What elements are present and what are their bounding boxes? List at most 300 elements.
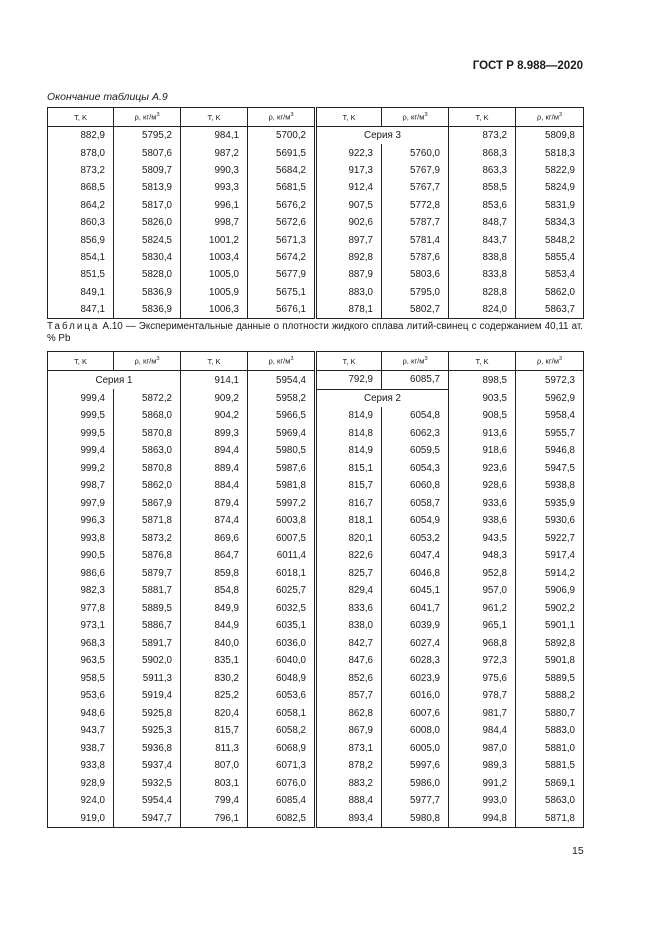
table-cell: 1005,9 <box>181 284 248 301</box>
table-cell: 922,3 <box>316 144 382 161</box>
table-cell: 5676,2 <box>248 197 316 214</box>
table-cell: 6047,4 <box>382 547 449 565</box>
table-row <box>48 197 584 214</box>
unit-exponent: 3 <box>290 112 294 119</box>
table-cell: 853,6 <box>449 197 516 214</box>
table-cell: 5848,2 <box>516 231 584 248</box>
table-row <box>48 162 584 179</box>
table-cell: 5955,7 <box>516 425 584 443</box>
table-cell: 6008,0 <box>382 722 449 740</box>
table-cell: 5871,8 <box>516 810 584 828</box>
column-header <box>248 108 316 127</box>
table-cell: 5889,5 <box>114 600 181 618</box>
table-cell: 933,8 <box>48 757 114 775</box>
table-cell: 5997,6 <box>382 757 449 775</box>
table-cell: 6054,9 <box>382 512 449 530</box>
table-cell: 893,4 <box>316 810 382 828</box>
table-cell: 887,9 <box>316 266 382 283</box>
table-cell: 5911,3 <box>114 670 181 688</box>
table-cell: 5691,5 <box>248 144 316 161</box>
table-cell: 860,3 <box>48 214 114 231</box>
table-cell: 997,9 <box>48 495 114 513</box>
table-cell: 943,5 <box>449 530 516 548</box>
table-cell: 5946,8 <box>516 442 584 460</box>
table-row <box>48 810 584 828</box>
table-cell: 5917,4 <box>516 547 584 565</box>
table-cell: 897,7 <box>316 231 382 248</box>
table-cell: 1003,4 <box>181 249 248 266</box>
table-a9-header <box>48 108 584 127</box>
table-cell: 824,0 <box>449 301 516 319</box>
table-cell: 993,3 <box>181 179 248 196</box>
table-cell: 864,7 <box>181 547 248 565</box>
table-cell: 5824,9 <box>516 179 584 196</box>
table-a9 <box>47 107 584 319</box>
column-header-label: ρ, кг/м <box>268 356 291 366</box>
table-row <box>48 652 584 670</box>
table-cell: 5870,8 <box>114 425 181 443</box>
table-cell: 5787,6 <box>382 249 449 266</box>
table-row <box>48 284 584 301</box>
table-row <box>48 530 584 548</box>
table-cell: 5958,4 <box>516 407 584 425</box>
table-row <box>48 371 584 390</box>
unit-exponent: 3 <box>558 112 563 119</box>
table-a10 <box>47 351 584 828</box>
table-cell: 903,5 <box>449 389 516 407</box>
table-cell: 6018,1 <box>248 565 316 583</box>
table-cell: 6027,4 <box>382 635 449 653</box>
table-cell: 6076,0 <box>248 775 316 793</box>
table-cell: 5881,7 <box>114 582 181 600</box>
table-cell: 5671,3 <box>248 231 316 248</box>
table-cell: 873,1 <box>316 740 382 758</box>
table-a10-caption-text: А.10 — Экспериментальные данные о плотности жидкого сплава литий-свинец с содержанием 40,11 ат. % Pb <box>47 321 583 344</box>
table-cell: 5675,1 <box>248 284 316 301</box>
table-cell: 5824,5 <box>114 231 181 248</box>
table-cell: 822,6 <box>316 547 382 565</box>
table-cell: 5830,4 <box>114 249 181 266</box>
series-label: Серия 3 <box>316 127 449 145</box>
table-cell: 843,7 <box>449 231 516 248</box>
table-cell: 5954,4 <box>248 371 316 390</box>
table-row <box>48 600 584 618</box>
table-cell: 5886,7 <box>114 617 181 635</box>
table-cell: 796,1 <box>181 810 248 828</box>
column-header-label: T, K <box>342 356 356 366</box>
table-cell: 993,8 <box>48 530 114 548</box>
table-cell: 998,7 <box>48 477 114 495</box>
table-cell: 975,6 <box>449 670 516 688</box>
table-row <box>48 757 584 775</box>
table-cell: 938,6 <box>449 512 516 530</box>
table-cell: 840,0 <box>181 635 248 653</box>
table-cell: 889,4 <box>181 460 248 478</box>
table-cell: 990,5 <box>48 547 114 565</box>
table-cell: 5972,3 <box>516 371 584 390</box>
unit-exponent: 3 <box>156 112 160 119</box>
table-cell: 828,8 <box>449 284 516 301</box>
column-header <box>114 352 181 371</box>
table-cell: 878,0 <box>48 144 114 161</box>
table-cell: 851,5 <box>48 266 114 283</box>
table-cell: 6062,3 <box>382 425 449 443</box>
table-cell: 5863,0 <box>114 442 181 460</box>
table-cell: 835,1 <box>181 652 248 670</box>
table-cell: 857,7 <box>316 687 382 705</box>
table-cell: 849,1 <box>48 284 114 301</box>
table-cell: 6025,7 <box>248 582 316 600</box>
table-cell: 914,1 <box>181 371 248 390</box>
table-cell: 5870,8 <box>114 460 181 478</box>
table-cell: 5902,0 <box>114 652 181 670</box>
table-cell: 811,3 <box>181 740 248 758</box>
table-cell: 982,3 <box>48 582 114 600</box>
table-cell: 912,4 <box>316 179 382 196</box>
table-cell: 6046,8 <box>382 565 449 583</box>
table-cell: 961,2 <box>449 600 516 618</box>
column-header-label: T, K <box>342 112 356 122</box>
table-cell: 5700,2 <box>248 127 316 145</box>
table-cell: 894,4 <box>181 442 248 460</box>
table-cell: 5863,7 <box>516 301 584 319</box>
table-cell: 5672,6 <box>248 214 316 231</box>
table-cell: 842,7 <box>316 635 382 653</box>
table-cell: 816,7 <box>316 495 382 513</box>
table-cell: 917,3 <box>316 162 382 179</box>
table-cell: 852,6 <box>316 670 382 688</box>
table-cell: 879,4 <box>181 495 248 513</box>
column-header-label: ρ, кг/м <box>536 356 559 366</box>
table-cell: 5795,0 <box>382 284 449 301</box>
table-cell: 5836,9 <box>114 284 181 301</box>
table-cell: 5879,7 <box>114 565 181 583</box>
table-cell: 814,9 <box>316 442 382 460</box>
column-header-label: T, K <box>475 356 489 366</box>
table-cell: 928,6 <box>449 477 516 495</box>
unit-exponent: 3 <box>558 356 563 363</box>
table-cell: 5803,6 <box>382 266 449 283</box>
table-cell: 5831,9 <box>516 197 584 214</box>
table-cell: 849,9 <box>181 600 248 618</box>
table-cell: 918,6 <box>449 442 516 460</box>
table-cell: 923,6 <box>449 460 516 478</box>
table-cell: 5932,5 <box>114 775 181 793</box>
table-cell: 909,2 <box>181 389 248 407</box>
table-cell: 838,8 <box>449 249 516 266</box>
table-cell: 873,2 <box>48 162 114 179</box>
table-cell: 984,4 <box>449 722 516 740</box>
table-cell: 5935,9 <box>516 495 584 513</box>
table-row <box>48 792 584 810</box>
table-cell: 908,5 <box>449 407 516 425</box>
table-cell: 815,1 <box>316 460 382 478</box>
table-cell: 6054,8 <box>382 407 449 425</box>
table-a10-header <box>48 352 584 371</box>
table-cell: 968,3 <box>48 635 114 653</box>
table-cell: 5868,0 <box>114 407 181 425</box>
column-header <box>516 108 584 127</box>
table-cell: 799,4 <box>181 792 248 810</box>
table-cell: 5767,9 <box>382 162 449 179</box>
table-cell: 5807,6 <box>114 144 181 161</box>
unit-exponent: 3 <box>424 112 428 119</box>
table-cell: 5981,8 <box>248 477 316 495</box>
column-header <box>516 352 584 371</box>
table-cell: 6040,0 <box>248 652 316 670</box>
table-cell: 854,1 <box>48 249 114 266</box>
table-cell: 987,2 <box>181 144 248 161</box>
table-cell: 5681,5 <box>248 179 316 196</box>
column-header-label: T, K <box>475 112 489 122</box>
table-row <box>48 214 584 231</box>
column-header-label: ρ, кг/м <box>134 356 157 366</box>
table-cell: 902,6 <box>316 214 382 231</box>
table-cell: 873,2 <box>449 127 516 145</box>
column-header-label: ρ, кг/м <box>402 356 425 366</box>
table-cell: 844,9 <box>181 617 248 635</box>
table-cell: 899,3 <box>181 425 248 443</box>
table-cell: 5795,2 <box>114 127 181 145</box>
table-cell: 978,7 <box>449 687 516 705</box>
table-cell: 6039,9 <box>382 617 449 635</box>
table-cell: 5937,4 <box>114 757 181 775</box>
table-row <box>48 442 584 460</box>
table-row <box>48 249 584 266</box>
table-cell: 5767,7 <box>382 179 449 196</box>
table-cell: 5809,8 <box>516 127 584 145</box>
table-cell: 907,5 <box>316 197 382 214</box>
table-cell: 858,5 <box>449 179 516 196</box>
table-row <box>48 705 584 723</box>
table-row <box>48 460 584 478</box>
table-cell: 5760,0 <box>382 144 449 161</box>
table-a10-caption-label: Таблица <box>47 321 100 332</box>
table-row <box>48 301 584 319</box>
table-cell: 1001,2 <box>181 231 248 248</box>
table-cell: 5977,7 <box>382 792 449 810</box>
table-cell: 833,8 <box>449 266 516 283</box>
table-row <box>48 179 584 196</box>
table-cell: 5822,9 <box>516 162 584 179</box>
table-row <box>48 425 584 443</box>
table-row <box>48 775 584 793</box>
table-cell: 933,6 <box>449 495 516 513</box>
column-header <box>316 352 382 371</box>
column-header-label: ρ, кг/м <box>268 112 291 122</box>
table-cell: 5834,3 <box>516 214 584 231</box>
table-cell: 854,8 <box>181 582 248 600</box>
table-cell: 5881,0 <box>516 740 584 758</box>
table-cell: 5891,7 <box>114 635 181 653</box>
column-header <box>181 352 248 371</box>
table-cell: 972,3 <box>449 652 516 670</box>
table-cell: 847,1 <box>48 301 114 319</box>
column-header-label: T, K <box>73 112 88 122</box>
table-cell: 5826,0 <box>114 214 181 231</box>
table-cell: 5901,8 <box>516 652 584 670</box>
table-cell: 6085,7 <box>382 371 449 390</box>
table-cell: 848,7 <box>449 214 516 231</box>
column-header <box>449 108 516 127</box>
table-row <box>48 266 584 283</box>
table-row <box>48 740 584 758</box>
table-cell: 5922,7 <box>516 530 584 548</box>
table-cell: 5947,5 <box>516 460 584 478</box>
table-cell: 892,8 <box>316 249 382 266</box>
table-cell: 803,1 <box>181 775 248 793</box>
table-row <box>48 617 584 635</box>
table-row <box>48 231 584 248</box>
table-cell: 5855,4 <box>516 249 584 266</box>
table-cell: 5901,1 <box>516 617 584 635</box>
table-a9-caption: Окончание таблицы А.9 <box>47 91 168 103</box>
table-cell: 5980,5 <box>248 442 316 460</box>
table-cell: 6028,3 <box>382 652 449 670</box>
table-cell: 6023,9 <box>382 670 449 688</box>
table-cell: 862,8 <box>316 705 382 723</box>
table-row <box>48 565 584 583</box>
table-cell: 6007,5 <box>248 530 316 548</box>
table-cell: 6011,4 <box>248 547 316 565</box>
column-header-label: T, K <box>73 356 88 366</box>
table-cell: 5677,9 <box>248 266 316 283</box>
table-cell: 5863,0 <box>516 792 584 810</box>
table-cell: 948,6 <box>48 705 114 723</box>
column-header-label: ρ, кг/м <box>536 112 559 122</box>
table-cell: 977,8 <box>48 600 114 618</box>
table-cell: 5873,2 <box>114 530 181 548</box>
table-cell: 1006,3 <box>181 301 248 319</box>
table-cell: 864,2 <box>48 197 114 214</box>
table-cell: 825,2 <box>181 687 248 705</box>
table-cell: 999,4 <box>48 442 114 460</box>
column-header <box>248 352 316 371</box>
table-cell: 957,0 <box>449 582 516 600</box>
table-row <box>48 722 584 740</box>
table-cell: 838,0 <box>316 617 382 635</box>
table-cell: 5876,8 <box>114 547 181 565</box>
table-cell: 5853,4 <box>516 266 584 283</box>
table-cell: 1005,0 <box>181 266 248 283</box>
table-cell: 5862,0 <box>114 477 181 495</box>
table-cell: 999,5 <box>48 425 114 443</box>
table-cell: 5962,9 <box>516 389 584 407</box>
table-cell: 6003,8 <box>248 512 316 530</box>
table-cell: 6060,8 <box>382 477 449 495</box>
table-row <box>48 477 584 495</box>
table-row <box>48 389 584 407</box>
table-cell: 6032,5 <box>248 600 316 618</box>
table-cell: 830,2 <box>181 670 248 688</box>
table-cell: 5684,2 <box>248 162 316 179</box>
table-cell: 5802,7 <box>382 301 449 319</box>
table-cell: 5867,9 <box>114 495 181 513</box>
table-cell: 5818,3 <box>516 144 584 161</box>
table-cell: 999,4 <box>48 389 114 407</box>
table-row <box>48 127 584 145</box>
table-cell: 987,0 <box>449 740 516 758</box>
table-cell: 5902,2 <box>516 600 584 618</box>
table-cell: 965,1 <box>449 617 516 635</box>
table-cell: 5676,1 <box>248 301 316 319</box>
table-cell: 5772,8 <box>382 197 449 214</box>
table-cell: 6016,0 <box>382 687 449 705</box>
table-cell: 6053,6 <box>248 687 316 705</box>
table-cell: 898,5 <box>449 371 516 390</box>
table-cell: 5958,2 <box>248 389 316 407</box>
table-cell: 5880,7 <box>516 705 584 723</box>
table-cell: 863,3 <box>449 162 516 179</box>
table-cell: 888,4 <box>316 792 382 810</box>
table-cell: 953,6 <box>48 687 114 705</box>
table-cell: 5889,5 <box>516 670 584 688</box>
table-row <box>48 670 584 688</box>
table-cell: 833,6 <box>316 600 382 618</box>
table-row <box>48 144 584 161</box>
table-cell: 5888,2 <box>516 687 584 705</box>
table-cell: 884,4 <box>181 477 248 495</box>
table-cell: 5892,8 <box>516 635 584 653</box>
table-cell: 882,9 <box>48 127 114 145</box>
table-cell: 938,7 <box>48 740 114 758</box>
column-header-label: ρ, кг/м <box>402 112 425 122</box>
table-cell: 6007,6 <box>382 705 449 723</box>
table-row <box>48 582 584 600</box>
table-cell: 984,1 <box>181 127 248 145</box>
table-cell: 5817,0 <box>114 197 181 214</box>
table-cell: 5871,8 <box>114 512 181 530</box>
table-cell: 867,9 <box>316 722 382 740</box>
table-cell: 874,4 <box>181 512 248 530</box>
table-cell: 869,6 <box>181 530 248 548</box>
table-cell: 990,3 <box>181 162 248 179</box>
table-cell: 989,3 <box>449 757 516 775</box>
table-cell: 6058,1 <box>248 705 316 723</box>
table-cell: 825,7 <box>316 565 382 583</box>
table-cell: 5883,0 <box>516 722 584 740</box>
table-cell: 5925,8 <box>114 705 181 723</box>
table-cell: 963,5 <box>48 652 114 670</box>
table-cell: 999,5 <box>48 407 114 425</box>
table-row <box>48 547 584 565</box>
table-cell: 868,5 <box>48 179 114 196</box>
table-cell: 859,8 <box>181 565 248 583</box>
table-cell: 5954,4 <box>114 792 181 810</box>
table-cell: 991,2 <box>449 775 516 793</box>
table-cell: 958,5 <box>48 670 114 688</box>
table-cell: 856,9 <box>48 231 114 248</box>
column-header <box>181 108 248 127</box>
table-cell: 807,0 <box>181 757 248 775</box>
table-cell: 818,1 <box>316 512 382 530</box>
table-cell: 814,9 <box>316 407 382 425</box>
table-row <box>48 512 584 530</box>
table-cell: 6005,0 <box>382 740 449 758</box>
table-cell: 815,7 <box>316 477 382 495</box>
table-cell: 815,7 <box>181 722 248 740</box>
table-cell: 820,1 <box>316 530 382 548</box>
unit-exponent: 3 <box>290 356 294 363</box>
table-cell: 913,6 <box>449 425 516 443</box>
column-header-label: T, K <box>207 112 221 122</box>
table-cell: 5906,9 <box>516 582 584 600</box>
column-header <box>48 352 114 371</box>
table-cell: 904,2 <box>181 407 248 425</box>
table-cell: 5828,0 <box>114 266 181 283</box>
table-cell: 6068,9 <box>248 740 316 758</box>
table-cell: 5809,7 <box>114 162 181 179</box>
